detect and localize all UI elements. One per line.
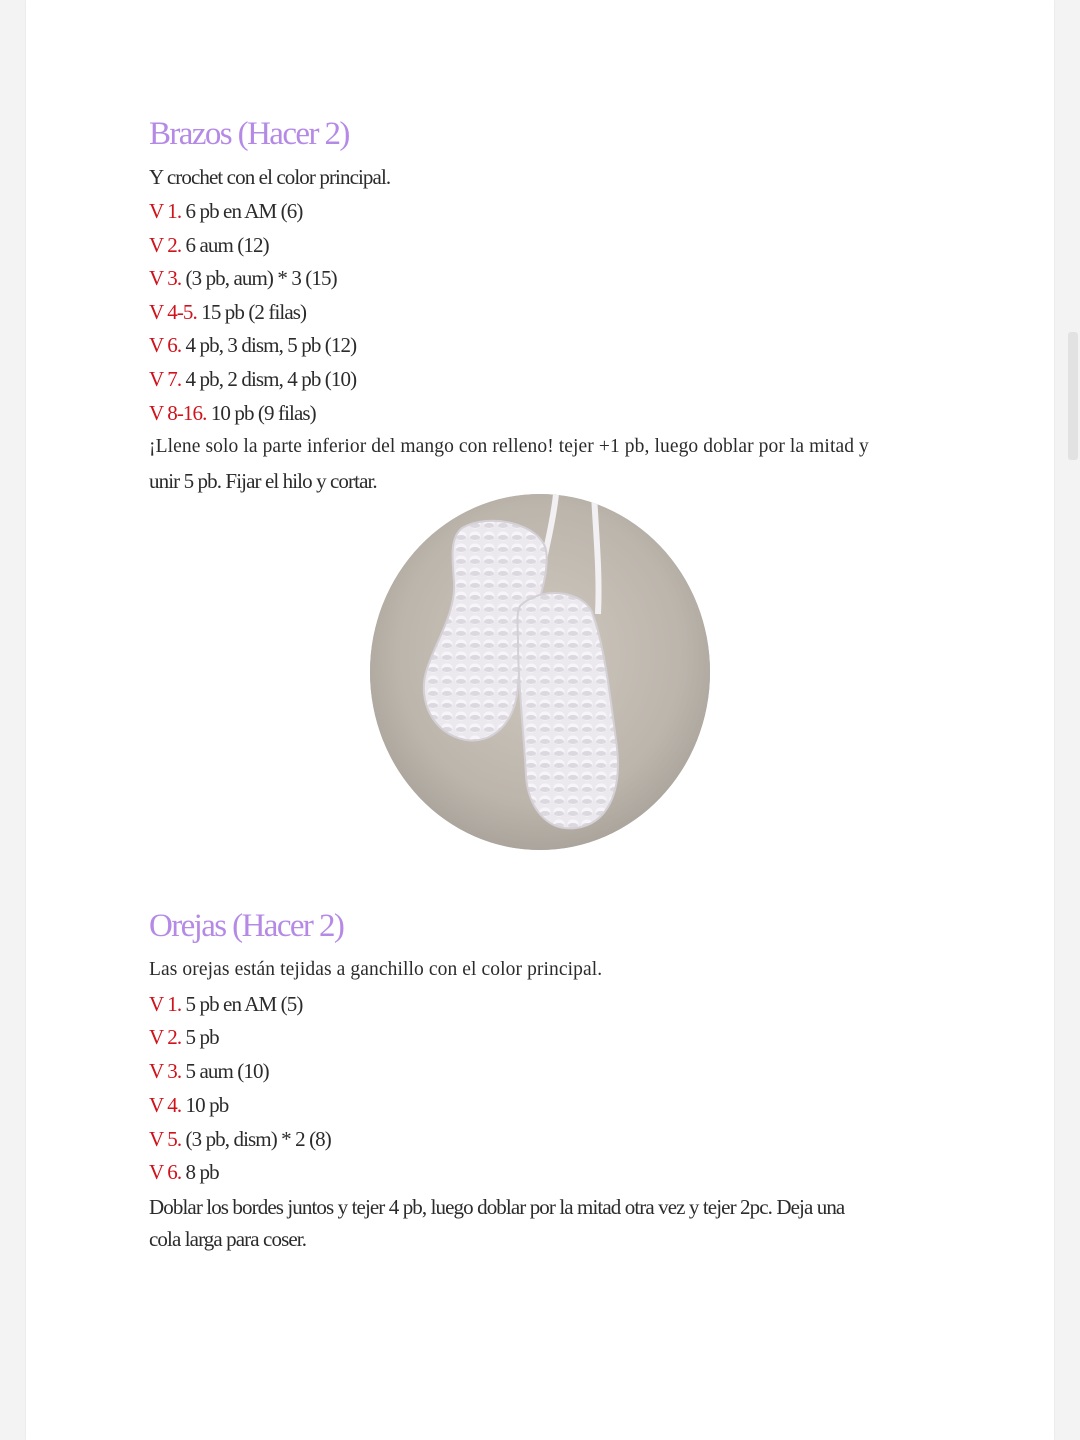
- round-text: (3 pb, aum) * 3 (15): [181, 266, 337, 290]
- brazos-note-line2: unir 5 pb. Fijar el hilo y cortar.: [149, 469, 377, 493]
- brazos-round: [149, 299, 306, 325]
- scrollbar-thumb[interactable]: [1068, 332, 1078, 460]
- brazos-round: [149, 232, 269, 258]
- round-label: V 3.: [149, 266, 182, 290]
- round-label: V 4.: [149, 1093, 182, 1117]
- orejas-round: [149, 1159, 219, 1185]
- round-text: 5 pb: [181, 1025, 219, 1049]
- brazos-round: [149, 265, 337, 291]
- round-text: 4 pb, 2 dism, 4 pb (10): [181, 367, 357, 391]
- round-text: 5 aum (10): [181, 1059, 269, 1083]
- round-label: V 3.: [149, 1059, 182, 1083]
- round-text: 10 pb (9 filas): [206, 401, 316, 425]
- round-label: V 1.: [149, 992, 182, 1016]
- round-text: (3 pb, dism) * 2 (8): [181, 1127, 331, 1151]
- round-label: V 4-5.: [149, 300, 197, 324]
- brazos-round: [149, 198, 302, 224]
- brazos-note-line1: ¡Llene solo la parte inferior del mango con relleno! tejer +1 pb, luego doblar por la mitad y: [149, 436, 869, 457]
- round-text: 5 pb en AM (5): [181, 992, 303, 1016]
- round-label: V 6.: [149, 1160, 182, 1184]
- round-label: V 8-16.: [149, 401, 207, 425]
- brazos-round: [149, 400, 316, 426]
- orejas-round: [149, 991, 302, 1017]
- brazos-round: [149, 332, 356, 358]
- orejas-round: [149, 1092, 228, 1118]
- section-title-orejas: Orejas (Hacer 2): [149, 908, 344, 944]
- round-label: V 7.: [149, 367, 182, 391]
- round-label: V 2.: [149, 233, 182, 257]
- section-title-brazos: Brazos (Hacer 2): [149, 116, 349, 152]
- round-label: V 5.: [149, 1127, 182, 1151]
- round-text: 4 pb, 3 dism, 5 pb (12): [181, 333, 357, 357]
- orejas-intro: Las orejas están tejidas a ganchillo con el color principal.: [149, 959, 603, 980]
- crochet-arms-photo: [370, 494, 710, 850]
- orejas-note-line2: cola larga para coser.: [149, 1227, 307, 1251]
- round-label: V 2.: [149, 1025, 182, 1049]
- round-label: V 6.: [149, 333, 182, 357]
- round-text: 6 pb en AM (6): [181, 199, 303, 223]
- round-label: V 1.: [149, 199, 182, 223]
- orejas-round: [149, 1024, 219, 1050]
- round-text: 8 pb: [181, 1160, 219, 1184]
- brazos-round: [149, 366, 356, 392]
- orejas-round: [149, 1126, 331, 1152]
- orejas-note-line1: Doblar los bordes juntos y tejer 4 pb, luego doblar por la mitad otra vez y tejer 2pc. Deja una: [149, 1195, 845, 1219]
- brazos-intro: Y crochet con el color principal.: [149, 165, 391, 189]
- round-text: 6 aum (12): [181, 233, 269, 257]
- round-text: 15 pb (2 filas): [196, 300, 307, 324]
- round-text: 10 pb: [181, 1093, 229, 1117]
- orejas-round: [149, 1058, 269, 1084]
- crochet-arms-illustration: [370, 494, 710, 850]
